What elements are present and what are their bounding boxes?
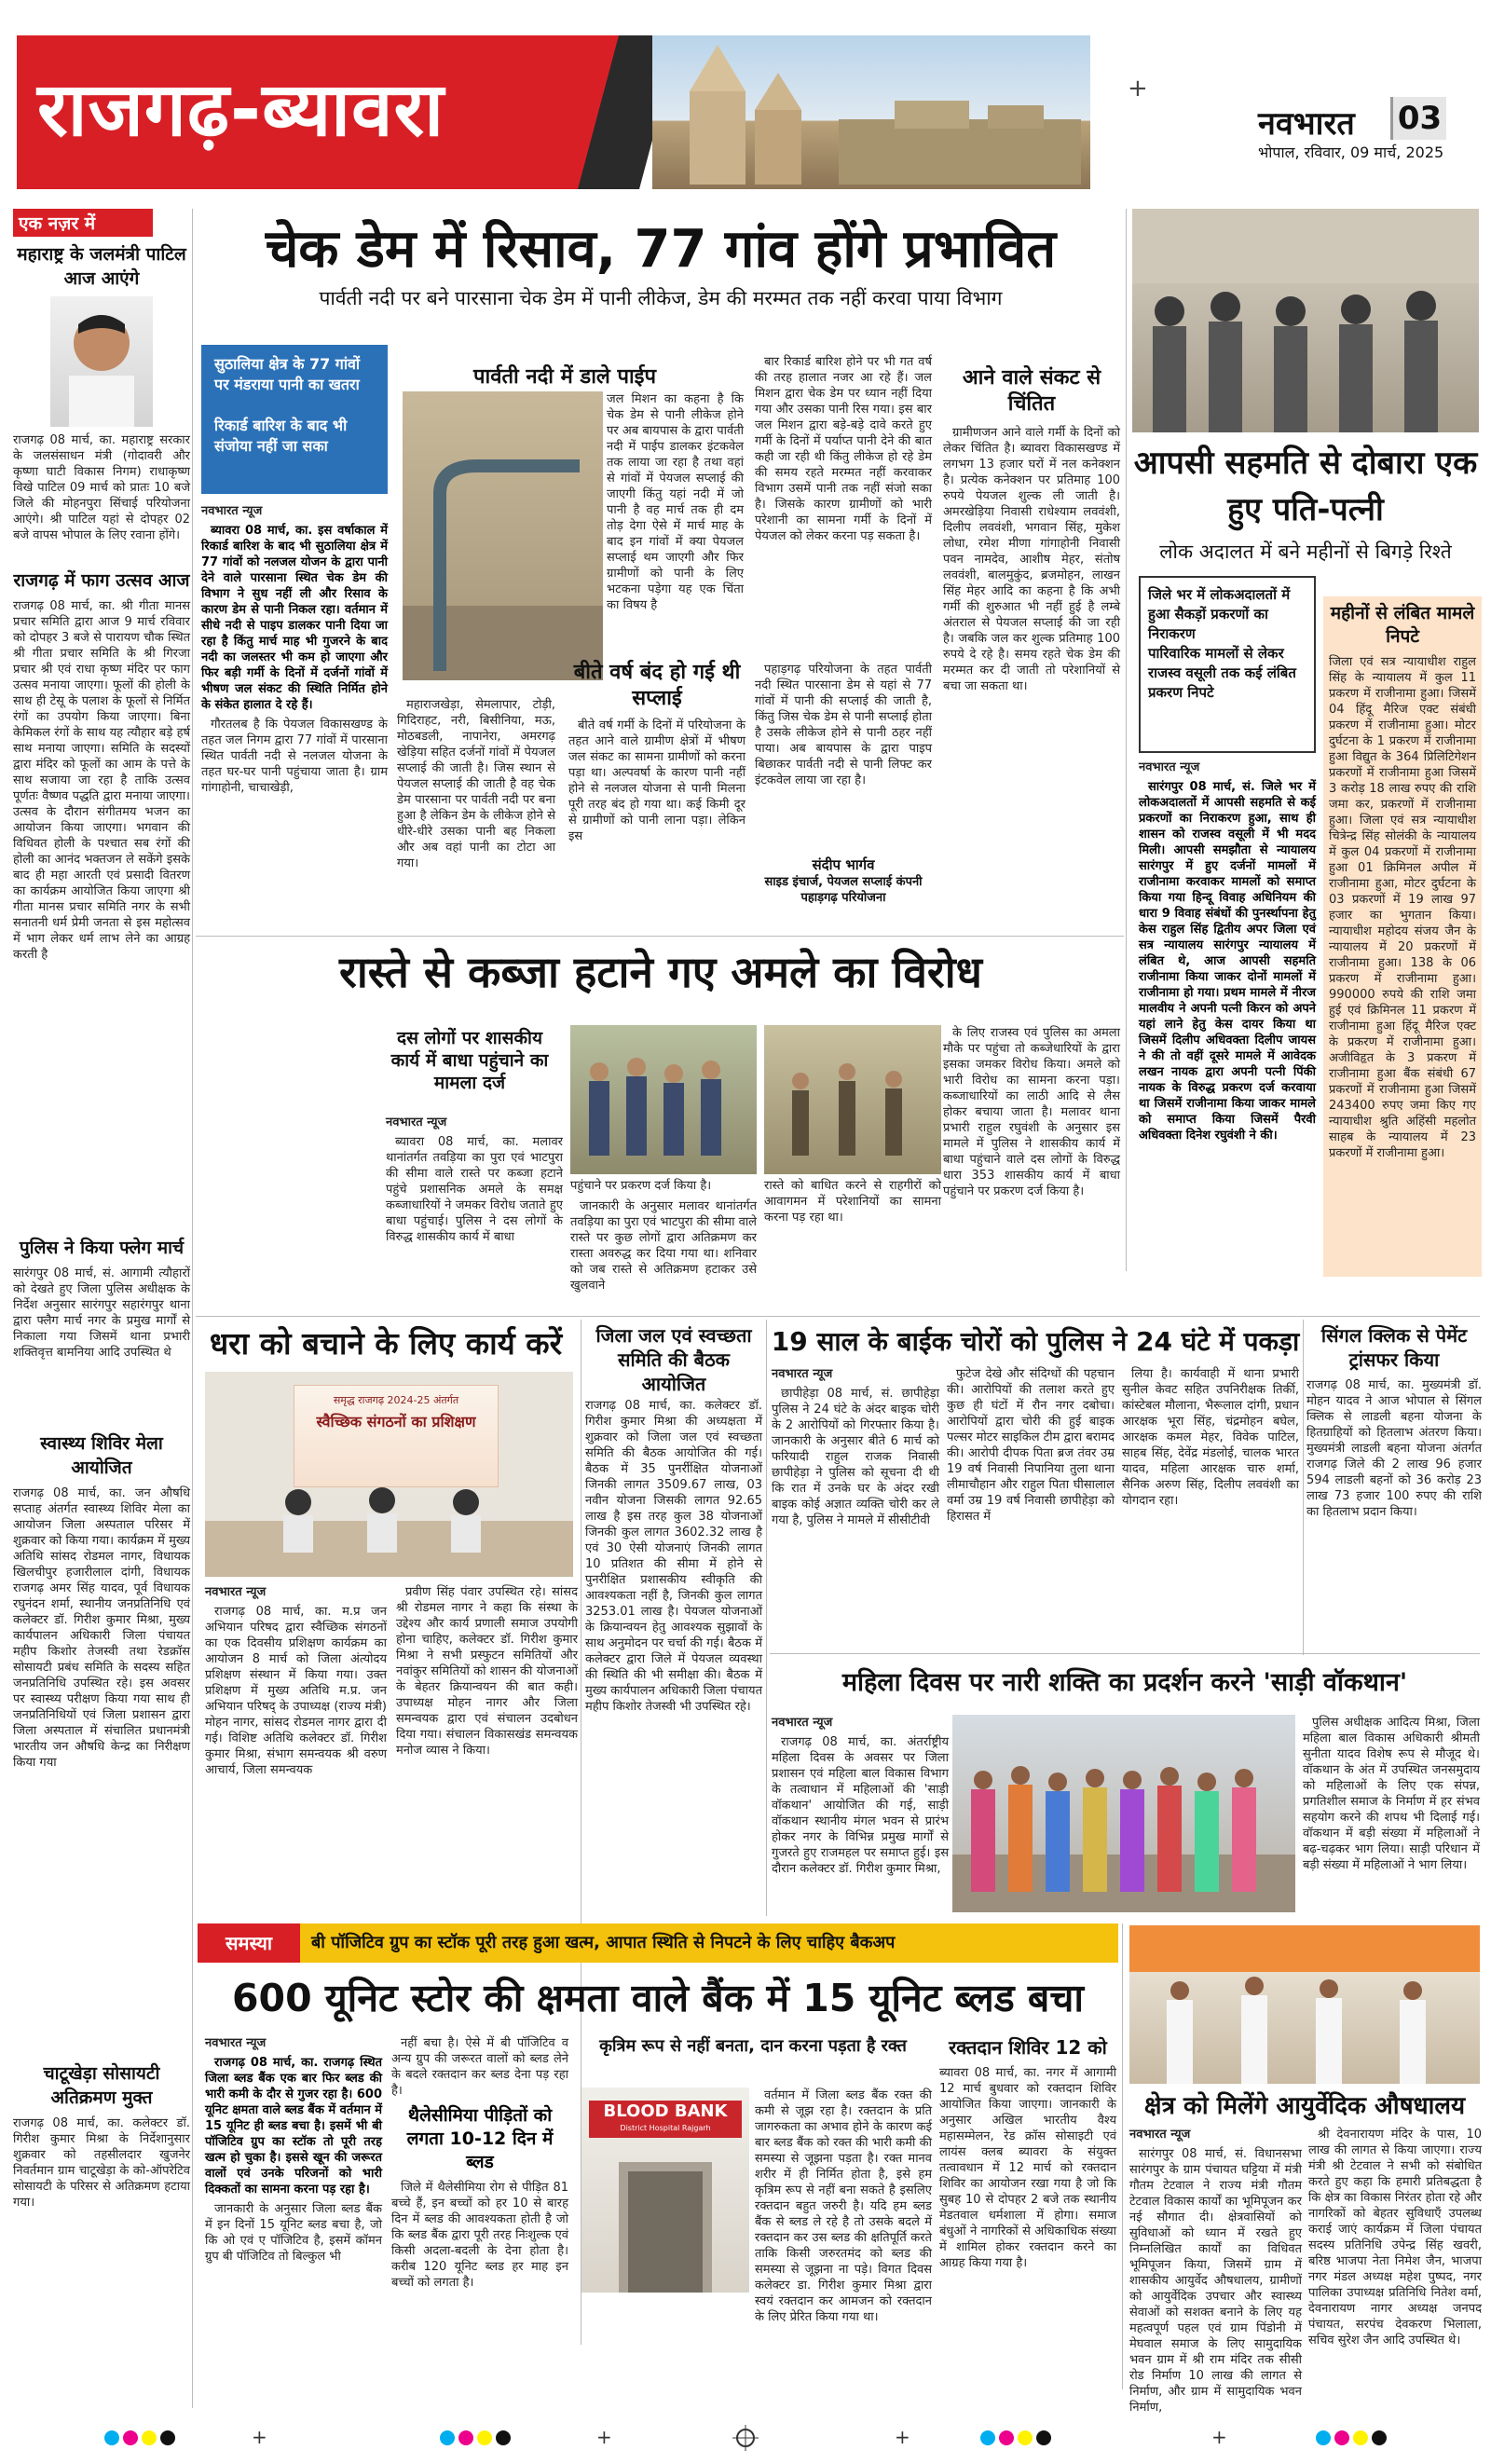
lead-col4b	[755, 662, 932, 839]
road-caption: पहुंचाने पर प्रकरण दर्ज किया है।	[570, 1179, 712, 1193]
blood-col3	[755, 2088, 932, 2330]
ceremony-illustration	[1129, 1925, 1480, 2084]
quote-designation: साइड इंचार्ज, पेयजल सप्लाई कंपनी पहाड़गढ़ परियोजना	[764, 875, 923, 905]
ayur-body-2: श्री देवनारायण मंदिर के पास, 10 लाख की लागत से किया जाएगा। राज्य मंत्री श्री टेटवाल ने सभी को संबोधित करते हुए कहा कि हमारी प्रतिबद्धता है कि क्षेत्र का विकास निरंतर होता रहे और नागरिकों को बेहतर सुविधाएँ उपलब्ध कराई जाएं कार्यक्रम में जिला पंचायत सदस्य प्रतिनिधि उपेन्द्र सिंह खवरी, बरिष्ठ भाजपा नेता निमेश जैन, भाजपा नगर मंडल अध्यक्ष महेश पुष्पद, नगर पालिका उपाध्यक्ष प्रतिनिधि नितेश वर्मा, देवनारायण नागर अध्यक्ष जनपद पंचायत, सरपंच देवकरण भिलाला, सचिव सुरेश जैन आदि उपस्थित थे।	[1308, 2128, 1482, 2348]
blood-col1	[205, 2035, 382, 2389]
blood-body-3: नहीं बचा है। ऐसे में बी पॉजिटिव व अन्य ग्रुप की जरूरत वालों को ब्लड लेने के बदले रक्तदान कर ब्लड देना पड़ रहा है।	[391, 2036, 568, 2098]
column-rule	[1303, 1320, 1304, 1655]
bike-body-3: लिया है। कार्यवाही में थाना प्रभारी सुनील केवट सहित उपनिरीक्षक तिर्की, कांस्टेबल मौलाना, भैरूलाल दांगी, प्रधान आरक्षक भूरा सिंह, चंद्रमोहन बघेल, आरक्षक कमल मेहर, विवेक पाटिल, साहब सिंह, देवेंद्र मंडलोई, चालक भारत यादव, महिला आरक्षक चारु शर्मा, सैनिक अरुण सिंह, दिलीप लववंशी का योगदान रहा।	[1122, 1367, 1299, 1508]
byline: नवभारत न्यूज	[386, 1116, 447, 1129]
column-rule	[192, 209, 193, 2408]
bike-col1	[772, 1366, 939, 1636]
lok-adalat-photo	[1132, 209, 1479, 432]
couple-box	[1139, 576, 1316, 753]
byline: नवभारत न्यूज	[1139, 760, 1200, 774]
section-title: राजगढ़-ब्यावरा	[37, 66, 445, 153]
lead-blue-box	[201, 345, 388, 494]
road-photo-1	[570, 1025, 757, 1174]
earth-col2	[396, 1584, 578, 1920]
page-number: 03	[1390, 97, 1446, 140]
lead-body-4: बीते वर्ष गर्मी के दिनों में परियोजना के तहत आने वाले ग्रामीण क्षेत्रों में भीषण जल संकट का सामना ग्रामीणों को करना पड़ा था। अल्पवर्षा के कारण पानी नहीं होने से नलजल योजना से पानी मिलना पूरी तरह बंद हो गया था। कई किमी दूर से ग्रामीणों को पानी लाना पड़ा। लेकिन इस	[568, 719, 746, 843]
camp-title: रक्तदान शिविर 12 को	[949, 2036, 1107, 2059]
blood-body-5: वर्तमान में जिला ब्लड बैंक रक्त की कमी से जूझ रहा है। रक्तदान के प्रति जागरुकता का अभाव होने के कारण कई बार ब्लड बैंक को रक्त की भारी कमी की समस्या से जूझना पड़ता है। रक्त मानव शरीर में ही निर्मित होता है, इसे हम कृत्रिम रूप से नहीं बना सकते है इसलिए रक्तदान बहुत जरुरी है। यदि हम ब्लड बैंक से ब्लड ले रहे है तो उसके बदले में रक्तदान कर उस ब्लड की क्षतिपूर्ति करते ताकि किसी जरुरतमंद को ब्लड की समस्या से जूझना ना पड़े। विगत दिवस कलेक्टर डा. गिरीश कुमार मिश्रा द्वारा स्वयं रक्तदान कर आमजन को रक्तदान के लिए प्रेरित किया गया था।	[755, 2088, 932, 2324]
left-item-body: राजगढ़ 08 मार्च, का. श्री गीता मानस प्रचार समिति द्वारा आज 9 मार्च रविवार को दोपहर 3 बजे से पारायण चौक स्थित श्री गीता प्रचार समिति के श्री गिरजा प्रचार श्री एवं राधा कृष्ण मंदिर पर फाग उत्सव मनाया जाएगा। फूलों की होली के साथ ही टेसू के पलाश के फूलों से निर्मित रंगों का उपयोग किया जाएगा। बिना केमिकल रंगों के साथ यह त्यौहार बड़े हर्ष साथ मनाया जाएगा। समिति के सदस्यों द्वारा मंदिर को फूलों का आम के पत्ते के साथ सजाया जा रहा है ताकि उत्सव पूर्णतः वैष्णव पद्धति द्वारा मनाया जाएगा। उत्सव के दौरान संगीतमय भजन का आयोजन किया जाएगा। भगवान की विधिवत होली के पश्चात सब रंगों की होली का आनंद भक्तजन ले सकेंगे इसके बाद ही महा आरती एवं प्रसादी वितरण का कार्यक्रम आयोजित किया जाएगा श्री गीता मानस प्रचार समिति नगर के सभी सनातनी धर्म प्रेमी जनता से इस महोत्सव में भाग लेकर धर्म लाभ लेने का आग्रह करती है	[13, 599, 190, 962]
road-headline: रास्ते से कब्जा हटाने गए अमले का विरोध	[339, 947, 982, 997]
lead-body-1: ब्यावरा 08 मार्च, का. इस वर्षाकाल में रिकार्ड बारिश के बाद भी सुठालिया क्षेत्र में 77 गांवों को नलजल योजन के द्वारा पानी देने वाले पारसाना स्थित चेक डेम की विभाग ने सुध नहीं ली और रिसाव के कारण डेम से पानी निकल रहा। वर्तमान में सीधे नदी से पाइप डालकर पानी दिया जा रहा है किंतु मार्च माह भी गुजरने के बाद नदी का जलस्तर भी कम हो जाएगा और फिर बड़ी गर्मी के दिनों में दर्जनों गांवों में भीषण जल संकट की स्थिति निर्मित होने के संकेत हालात दे रहे हैं।	[201, 524, 388, 712]
lead-col5	[943, 425, 1120, 919]
blood-body-4: जिले में थैलेसीमिया रोग से पीड़ित 81 बच्चे हैं, इन बच्चों को हर 10 से बारह दिन में ब्लड की आवश्यकता होती है जो कि ब्लड बैंक द्वारा पूरी तरह निःशुल्क एवं किसी अदला-बदली के देना होता है। करीब 120 यूनिट ब्लड हर माह इन बच्चों को लगता है।	[391, 2181, 568, 2290]
svg-text:+: +	[252, 2426, 267, 2448]
portrait-figure	[50, 296, 153, 427]
road-col2	[570, 1198, 757, 1310]
problem-bar	[198, 1923, 1118, 1963]
earth-body-2: प्रवीण सिंह पंवार उपस्थित रहे। सांसद श्री रोडमल नागर ने कहा कि संस्था के उद्देश्य और कार्य प्रणाली समाज उपयोगी होना चाहिए, कलेक्टर डॉ. गिरीश कुमार मिश्रा ने सभी प्रस्फुटन समितियों और नवांकुर समितियों को शासन की योजनाओं के बेहतर क्रियान्वयन की बात कही। उपाध्यक्ष मोहन नागर और जिला समन्वयक द्वारा एवं संचालन उदबोधन दिया गया। संचालन विकासखंड समन्वयक मनोज व्यास ने किया।	[396, 1585, 578, 1758]
road-body-2: जानकारी के अनुसार मलावर थानांतर्गत तवड़िया का पुरा एवं भाटपुरा की सीमा वाले रास्ते पर कुछ लोगों द्वारा अतिक्रमण कर रास्ता अवरुद्ध कर दिया गया था। शनिवार को जब रास्ते से अतिक्रमण हटाकर उसे खुलवाने	[570, 1199, 757, 1293]
quote-attribution	[755, 856, 932, 906]
left-column	[13, 209, 190, 2408]
crowd-illustration	[570, 1025, 757, 1174]
water-headline: जिला जल एवं स्वच्छता समिति की बैठक आयोजित	[595, 1324, 752, 1395]
lead-sub3-title: आने वाले संकट से चिंतित	[962, 366, 1101, 416]
earth-photo	[205, 1372, 573, 1577]
bike-col2	[947, 1366, 1115, 1636]
lead-body-6: पहाड़गढ़ परियोजना के तहत पार्वती नदी स्थित पारसाना डेम से यहां से 77 गांवों में पानी की सप्लाई की जाती है, किंतु जिस चेक डेम से पानी सप्लाई होता है उसके लीकेज होने से पानी ठहर नहीं पाया। अब बायपास के द्वारा पाइप बिछाकर पार्वती नदी से पानी लिफ्ट कर इंटकवेल लाया जा रहा है।	[755, 663, 932, 787]
lead-body-3: महाराजखेड़ा, सेमलापार, टोड़ी, गिदिराहट, नरी, बिसीनिया, मऊ, मोठबडली, नापानेरा, अमरगढ़ खेड़िया सहित दर्जनों गांवों में पेयजल सप्लाई की जाती है। जिस स्थान से पेयजल सप्लाई की जाती है वह चेक डेम पारसाना पर पार्वती नदी पर बना हुआ है लेकिन डेम के लीकेज होने से धीरे-धीरे उसका पानी बह निकला और अब वहां पानी का टोटा आ गया।	[397, 698, 555, 870]
brand-logo: नवभारत	[1258, 105, 1355, 143]
lead-col2	[397, 697, 555, 921]
left-item-body: राजगढ़ 08 मार्च, का. कलेक्टर डॉ. गिरीश कुमार मिश्रा के निर्देशानुसार शुक्रवार को तहसीलदार खुजनेर निवर्तमान ग्राम चाटूखेड़ा के को-ऑपरेटिव सोसायटी के परिसर से अतिक्रमण हटाया गया।	[13, 2116, 190, 2210]
couple-box-text: जिले भर में लोकअदालतों में हुआ सैकड़ों प्रकरणों का निराकरण पारिवारिक मामलों से लेकर राजस्व वसूली तक कई लंबित प्रकरण निपटे	[1148, 586, 1296, 701]
bike-body-1: छापीहेड़ा 08 मार्च, सं. छापीहेड़ा पुलिस ने 24 घंटे के अंदर बाइक चोरी के 2 आरोपियों को गिरफ्तार किया है। जानकारी के अनुसार बीते 6 मार्च को फरियादी राहुल राजक निवासी छापीहेड़ा ने पुलिस को सूचना दी थी कि रात में उनके घर के अंदर रखी बाइक कोई अज्ञात व्यक्ति चोरी कर ले गया है, पुलिस ने मामले में सीसीटीवी	[772, 1387, 939, 1527]
problem-text: बी पॉजिटिव ग्रुप का स्टॉक पूरी तरह हुआ खत्म, आपात स्थिति से निपटने के लिए चाहिए बैकअप	[311, 1933, 896, 1952]
lead-photo-title: पार्वती नदी में डाले पाईप	[473, 365, 656, 389]
women-headline: महिला दिवस पर नारी शक्ति का प्रदर्शन करने 'साड़ी वॉकथान'	[841, 1668, 1408, 1697]
blood-bank-sign	[589, 2101, 742, 2138]
byline: नवभारत न्यूज	[772, 1367, 833, 1381]
blood-col2	[391, 2035, 568, 2389]
earth-body-1: राजगढ़ 08 मार्च, का. म.प्र जन अभियान परिषद द्वारा स्वैच्छिक संगठनों का एक दिवसीय प्रशिक्षण कार्यक्रम का आयोजन 8 मार्च को जिला अंत्योदय प्रशिक्षण संस्थान में किया गया। उक्त प्रशिक्षण में मुख्य अतिथि म.प्र. जन अभियान परिषद् के उपाध्यक्ष (राज्य मंत्री) मोहन नागर, सांसद रोडमल नागर द्वारा दी गई। विशिष्ट अतिथि कलेक्टर डॉ. गिरीश कुमार मिश्रा, संभाग समन्वयक श्री वरुण आचार्य, जिला समन्वयक	[205, 1605, 387, 1777]
column-rule	[766, 1320, 767, 1916]
lead-body-7: ग्रामीणजन आने वाले गर्मी के दिनों को लेकर चिंतित है। ब्यावरा विकासखण्ड में लगभग 13 हजार घरों में नल कनेक्शन है। प्रत्येक कनेक्शन पर प्रतिमाह 100 रुपये पेयजल शुल्क ली जाती है। अमरखेड़िया निवासी राधेश्याम लववंशी, दिलीप लववंशी, भगवान सिंह, मुकेश लोधा, रमेश मीणा गांगाहोनी निवासी पवन नामदेव, आशीष मेहर, संतोष लववंशी, बालमुकुंद, ब्रजमोहन, लाखन सिंह मेहर आदि का कहना है कि अभी गर्मी की शुरुआत भी नहीं हुई है लम्बे अंतराल से पेयजल सप्लाई की जा रही है। जबकि जल कर शुल्क प्रतिमाह 100 रुपये दे रहे है। समय रहते चेक डेम की मरम्मत कर दी जाती तो परेशानियों से बचा जा सकता था।	[943, 426, 1120, 693]
water-body: राजगढ़ 08 मार्च, का. कलेक्टर डॉ. गिरीश कुमार मिश्रा की अध्यक्षता में शुक्रवार को जिला जल एवं स्वच्छता समिति की बैठक आयोजित की गई। बैठक में 35 पुनर्रीक्षित योजनाओं जिनकी लागत 3509.67 लाख, 03 नवीन योजना जिसकी लागत 92.65 लाख है इस तरह कुल 38 योजनाओं जिनकी कुल लागत 3602.32 लाख है एवं 30 ऐसी योजनाएं जिनकी लागत 10 प्रतिशत की सीमा में होने से पुनरीक्षित प्रशासकीय स्वीकृति की आवश्यकता नहीं है, जिनकी कुल लागत 3253.01 लाख है। पेयजल योजनाओं के क्रियान्वयन हेतु आवश्यक सुझावों के साथ अनुमोदन पर चर्चा की गई। बैठक में कलेक्टर द्वारा जिले में पेयजल व्यवस्था की स्थिति की भी समीक्षा की। बैठक में मुख्य कार्यपालन अधिकारी जिला पंचायत महीप किशोर तेजस्वी भी उपस्थित रहे।	[585, 1399, 762, 1714]
doorway-illustration	[581, 2143, 749, 2293]
couple-headline: आपसी सहमति से दोबारा एक हुए पति-पत्नी	[1133, 445, 1478, 528]
blood-sub2: कृत्रिम रूप से नहीं बनता, दान करना पड़ता है रक्त	[599, 2036, 907, 2056]
banner	[294, 1385, 499, 1487]
road-body-3: के लिए राजस्व एवं पुलिस का अमला मौके पर पहुंचा तो कब्जेधारियों के द्वारा इसका जमकर विरोध किया। अमले को भारी विरोध का सामना करना पड़ा। कब्जाधारियों का लाठी आदि से लैस होकर बचाया जाता है। मलावर थाना प्रभारी राहुल रघुवंशी के अनुसार इस मामले में पुलिस ने शासकीय कार्य में बाधा पहुंचाने वाले दस लोगों के विरुद्ध धारा 353 शासकीय कार्य में बाधा पहुंचाने पर प्रकरण दर्ज किया है।	[943, 1026, 1120, 1198]
ek-nazar-tag: एक नज़र में	[13, 209, 153, 237]
click-body: राजगढ़ 08 मार्च, का. मुख्यमंत्री डॉ. मोहन यादव ने आज भोपाल से सिंगल क्लिक से लाडली बहना योजना के हितग्राहियों को हितलाभ अंतरण किया। मुख्यमंत्री लाडली बहना योजना अंतर्गत राजगढ़ जिले की 2 लाख 96 हजार 594 लाडली बहनों को 36 करोड़ 23 लाख 73 हजार 100 रुपए की राशि का हितलाभ प्रदान किया।	[1306, 1378, 1482, 1519]
section-rule	[196, 936, 1124, 937]
left-item-title: स्वास्थ्य शिविर मेला आयोजित	[40, 1433, 163, 1478]
couple-peach-box	[1323, 596, 1482, 1277]
sign-text: BLOOD BANK	[603, 2101, 728, 2121]
section-rule	[196, 1316, 1480, 1317]
field-illustration	[764, 1025, 941, 1174]
walkathon-illustration	[952, 1715, 1295, 1912]
camp-body: ब्यावरा 08 मार्च, का. नगर में आगामी 12 मार्च बुधवार को रक्तदान शिविर आयोजित किया जाएगा। जानकारी के अनुसार अखिल भारतीय वैश्य महासम्मेलन, रेड क्रॉस सोसाइटी एवं लायंस क्लब ब्यावरा के संयुक्त तत्वावधान में 12 मार्च को रक्तदान शिविर का आयोजन रखा गया है जो कि सुबह 10 से दोपहर 2 बजे तक स्थानीय मेडतवाल धर्मशाला में होगा। समाज बंधुओं ने नागरिकों से अधिकाधिक संख्या में शामिल होकर रक्तदान करने का आग्रह किया गया है।	[939, 2066, 1116, 2270]
road-photo-2	[764, 1025, 941, 1174]
women-body-2: पुलिस अधीक्षक आदित्य मिश्रा, जिला महिला बाल विकास अधिकारी श्रीमती सुनीता यादव विशेष रूप से मौजूद थे। वॉकथान के अंत में उपस्थित जनसमुदाय को महिलाओं के लिए एक संपन्न, प्रगतिशील समाज के निर्माण में हर संभव सहयोग करने की शपथ भी दिलाई गई। वॉकथान में बड़ी संख्या में महिलाओं ने बढ़-चढ़कर भाग लिया। साड़ी परिधान में बड़ी संख्या में महिलाओं ने भाग लिया।	[1303, 1716, 1480, 1872]
banner-line-1: समृद्ध राजगढ़ 2024-25 अंतर्गत	[333, 1394, 459, 1406]
lead-col3	[568, 718, 746, 923]
section-rule	[770, 1653, 1480, 1654]
sign-subtext: District Hospital Rajgarh	[620, 2124, 711, 2132]
bike-body-2: फुटेज देखे और संदिग्धों की पहचान की। आरोपियों की तलाश करते हुए कुछ ही घंटों में रौन नगर दबोचा। आरोपियों द्वारा चोरी की हुई बाइक पल्सर मोटर साइकिल टीम द्वारा बरामद की। आरोपी दीपक पिता ब्रज तंवर उम्र 19 वर्ष निवासी निपानिया तुला थाना लीमाचौहान और राहुल पिता घीसालाल वर्मा उम्र 19 वर्ष निवासी छापीहेड़ा को हिरासत में	[947, 1367, 1115, 1524]
blood-bank-photo	[581, 2088, 749, 2293]
left-item-body: राजगढ़ 08 मार्च, का. महाराष्ट्र सरकार के जलसंसाधन मंत्री (गोदावरी और कृष्णा घाटी विकास निगम) राधाकृष्ण विखे पाटिल 09 मार्च को प्रातः 10 बजे जिले की मोहनपुरा सिंचाई परियोजना आएंगे। श्री पाटिल यहां से दोपहर 02 बजे वापस भोपाल के लिए रवाना होंगे।	[13, 433, 190, 542]
masthead	[0, 0, 1491, 191]
svg-text:+: +	[596, 2426, 612, 2448]
ayur-col1	[1129, 2127, 1302, 2415]
banner-line-2: स्वैच्छिक संगठनों का प्रशिक्षण	[316, 1413, 476, 1430]
left-item-title: राजगढ़ में फाग उत्सव आज	[13, 570, 190, 591]
road-sub: दस लोगों पर शासकीय कार्य में बाधा पहुंचाने का मामला दर्ज	[390, 1028, 549, 1093]
svg-text:+: +	[1211, 2426, 1227, 2448]
road-body-1: ब्यावरा 08 मार्च, का. मलावर थानांतर्गत तवड़िया का पुरा एवं भाटपुरा की सीमा वाले रास्ते पर कब्जा हटाने पहुंचे प्रशासनिक अमले के समक्ष कब्जाधारियों ने जमकर विरोध जताते हुए बाधा पहुंचाई। पुलिस ने दस लोगों के विरुद्ध शासकीय कार्य में बाधा	[386, 1135, 563, 1244]
column-rule	[1126, 209, 1127, 1271]
svg-text:+: +	[895, 2426, 910, 2448]
blood-headline: 600 यूनिट स्टोर की क्षमता वाले बैंक में 15 यूनिट ब्लड बचा	[232, 1976, 1084, 2020]
pipe-photo-caption: जल मिशन का कहना है कि चेक डेम से पानी लीकेज होने पर अब बायपास के द्वारा पार्वती नदी में पाईप डालकर इंटकवेल तक लाया जा रहा है तथा वहां से गांवों में पेयजल सप्लाई की जाएगी किंतु यहां नदी में जो पानी है वह मार्च तक ही दम तोड़ देगा ऐसे में मार्च माह के बाद इन गांवों में क्या पेयजल सप्लाई थम जाएगी और फिर ग्रामीणों को पानी के लिए भटकना पड़ेगा यह एक चिंता का विषय है	[607, 392, 744, 612]
women-col1	[772, 1715, 949, 1920]
peach-title: महीनों से लंबित मामले निपटे	[1330, 603, 1475, 647]
earth-col1	[205, 1584, 387, 1920]
registration-marks	[0, 2419, 1491, 2457]
byline: नवभारत न्यूज	[205, 2036, 267, 2050]
click-headline: सिंगल क्लिक से पेमेंट ट्रांसफर किया	[1320, 1324, 1468, 1371]
left-item-body: राजगढ़ 08 मार्च, का. जन औषधि सप्ताह अंतर्गत स्वास्थ्य शिविर मेला का आयोजन जिला अस्पताल परिसर में शुक्रवार को किया गया। कार्यक्रम में मुख्य अतिथि सांसद रोडमल नागर, विधायक खिलचीपुर हजारीलाल दांगी, विधायक राजगढ़ अमर सिंह यादव, पूर्व विधायक रघुनंदन शर्मा, स्थानीय जनप्रतिनिधि एवं कलेक्टर डॉ. गिरीश कुमार मिश्रा, मुख्य कार्यपालन अधिकारी जिला पंचायत महीप किशोर तेजस्वी तथा रेडक्रॉस सोसायटी प्रबंध समिति के सदस्य सहित जनप्रतिनिधि उपस्थित रहे। इस अवसर पर स्वास्थ्य परीक्षण किया गया साथ ही जनप्रतिनिधियों एवं जिला प्रशासन द्वारा जिला अस्पताल में संचालित प्रधानमंत्री भारतीय जन औषधि केन्द्र का निरीक्षण किया गया	[13, 1486, 190, 1770]
women-col2	[1303, 1715, 1480, 1920]
road-caption-2: रास्ते को बाधित करने से राहगीरों को आवागमन में परेशानियों का सामना करना पड़ रहा था।	[764, 1179, 941, 1225]
left-item-title: चाटूखेड़ा सोसायटी अतिक्रमण मुक्त	[43, 2063, 160, 2108]
blood-body-1: राजगढ़ 08 मार्च, का. राजगढ़ स्थित जिला ब्लड बैंक एक बार फिर ब्लड की भारी कमी के दौर से गुजर रहा है। 600 यूनिट क्षमता वाले ब्लड बैंक में वर्तमान में 15 यूनिट ही ब्लड बचा है। इसमें भी बी पॉजिटिव ग्रुप का स्टॉक तो पूरी तरह खत्म हो चुका है। इससे खून की जरूरत वालों एवं उनके परिजनों को भारी दिक्कतों का सामना करना पड़ रहा है।	[205, 2056, 382, 2197]
bike-headline: 19 साल के बाईक चोरों को पुलिस ने 24 घंटे में पकड़ा	[771, 1326, 1300, 1357]
problem-tag: समस्या	[198, 1923, 300, 1963]
ayur-col2	[1308, 2127, 1482, 2397]
couple-body-col	[1139, 760, 1316, 1263]
temple-illustration	[652, 35, 1090, 189]
ayur-headline: क्षेत्र को मिलेंगे आयुर्वेदिक औषधालय	[1143, 2092, 1466, 2120]
byline: नवभारत न्यूज	[1129, 2128, 1191, 2142]
walkathon-photo	[952, 1715, 1295, 1912]
registration-mark: +	[1128, 75, 1148, 103]
lead-col1	[201, 503, 388, 904]
women-body-1: राजगढ़ 08 मार्च, का. अंतर्राष्ट्रीय महिला दिवस के अवसर पर जिला प्रशासन एवं महिला बाल विकास विभाग के तत्वाधान में महिलाओं की 'साड़ी वॉकथान' आयोजित की गई, साड़ी वॉकथान स्थानीय मंगल भवन से प्रारंभ होकर नगर के विभिन्न प्रमुख मार्गों से गुजरते हुए राजमहल पर समाप्त हुई। इस दौरान कलेक्टर डॉ. गिरीश कुमार मिश्रा,	[772, 1735, 949, 1876]
ayur-body-1: सारंगपुर 08 मार्च, सं. विधानसभा सारंगपुर के ग्राम पंचायत घट्टिया में मंत्री गौतम टेटवाल ने राज्य मंत्री गौतम टेटवाल विकास कार्यों का भूमिपूजन कर नई सौगात दी। क्षेत्रवासियों को सुविधाओं को ध्यान में रखते हुए निम्नलिखित कार्यों का विधिवत भूमिपूजन किया, जिसमें ग्राम में शासकीय आयुर्वेद औषधालय, ग्रामीणों को आयुर्वेदिक उपचार और स्वास्थ्य सेवाओं को सशक्त बनाने के लिए यह महत्वपूर्ण पहल एवं ग्राम पिंडोनी में मेघवाल समाज के लिए सामुदायिक भवन ग्राम में श्री राम मंदिर तक सीसी रोड निर्माण 10 लाख की लागत से निर्माण, और ग्राम में सामुदायिक भवन निर्माण,	[1129, 2147, 1302, 2415]
minister-portrait	[50, 296, 153, 427]
road-col3	[943, 1025, 1120, 1305]
left-item-title: महाराष्ट्र के जलमंत्री पाटिल आज आएंगे	[17, 244, 186, 289]
lead-subhead: पार्वती नदी पर बने पारसाना चेक डेम में पानी लीकेज, डेम की मरम्मत तक नहीं करवा पाया विभाग	[319, 287, 1003, 309]
blue-box-text: सुठालिया क्षेत्र के 77 गांवों पर मंडराया पानी का खतरा रिकार्ड बारिश के बाद भी संजोया नहीं जा सका	[214, 355, 361, 455]
group-illustration	[1132, 209, 1479, 432]
byline: नवभारत न्यूज	[201, 504, 263, 518]
left-item-title: पुलिस ने किया फ्लेग मार्च	[19, 1238, 185, 1258]
dais-illustration	[205, 1484, 573, 1577]
byline: नवभारत न्यूज	[205, 1585, 267, 1599]
bike-col3	[1122, 1366, 1299, 1636]
lead-col4	[755, 354, 932, 652]
blood-body-2: जानकारी के अनुसार जिला ब्लड बैंक में इन दिनों 15 यूनिट ब्लड बचा है, जो कि ओ एवं ए पॉजिटिव है, इसमें कॉमन ग्रुप बी पॉजिटिव तो बिल्कुल भी	[205, 2202, 382, 2264]
left-item-body: सारंगपुर 08 मार्च, सं. आगामी त्यौहारों को देखते हुए जिला पुलिस अधीक्षक के निर्देश अनुसार सारंगपुर सहारंगपुर थाना द्वारा फ्लैग मार्च नगर के प्रमुख मार्गों से निकाला गया जिसमें थाना प्रभारी शक्तिवृत्त बामनिया आदि उपस्थित थे	[13, 1266, 190, 1360]
temple-photo	[652, 35, 1090, 189]
column-rule	[1122, 1923, 1123, 2389]
earth-headline: धरा को बचाने के लिए कार्य करें	[209, 1325, 563, 1362]
issue-dateline: भोपाल, रविवार, 09 मार्च, 2025	[1258, 144, 1444, 161]
lead-headline: चेक डेम में रिसाव, 77 गांव होंगे प्रभावित	[265, 219, 1057, 280]
byline: नवभारत न्यूज	[772, 1716, 833, 1730]
quote-name: संदीप भार्गव	[812, 856, 875, 873]
lead-sub2-title: बीते वर्ष बंद हो गई थी सप्लाई	[573, 661, 741, 710]
print-color-bar	[0, 2419, 1491, 2457]
couple-body: सारंगपुर 08 मार्च, सं. जिले भर में लोकअदालतों में आपसी सहमति से कई प्रकरणों का निराकरण हुआ, साथ ही शासन को राजस्व वसूली में भी मदद मिली। आपसी समझौता से न्यायालय सारंगपुर में हुए दर्जनों मामलों में राजीनामा करवाकर मामलों को समाप्त किया गया हिन्दू विवाह अधिनियम की धारा 9 विवाह संबंधों की पुनर्स्थापना हेतु केस राहुल सिंह द्वितीय अपर जिला एवं सत्र न्यायालय सारंगपुर न्यायालय में लंबित थे, आज आपसी सहमति राजीनामा किया जाकर दोनों मामलों में राजीनामा हो गया। प्रथम मामले में नीरज मालवीय ने अपनी पत्नी किरन को अपने यहां लाने हेतु केस दायर किया था जिसमें दिलीप अधिवक्ता दिलीप जायस ने की तो वहीं दूसरे मामले में आवेदक लखन नायक द्वारा अपनी पत्नी पिंकी नायक के विरुद्ध प्रकरण दर्ज करवाया था जिसमें राजीनामा किया जाकर मामले को समाप्त किया जिसमें पैरवी अधिवक्ता दिनेश रघुवंशी ने की।	[1139, 780, 1316, 1143]
ayurveda-photo	[1129, 1925, 1480, 2084]
couple-subhead: लोक अदालत में बने महीनों से बिगड़े रिश्ते	[1159, 541, 1452, 563]
thalassemia-sub: थैलेसीमिया पीड़ितों को लगता 10-12 दिन में ब्लड	[406, 2105, 554, 2172]
road-col1	[386, 1115, 563, 1310]
peach-body: जिला एवं सत्र न्यायाधीश राहुल सिंह के न्यायालय में कुल 11 प्रकरण में राजीनामा हुआ। जिसमें 04 हिंदू मैरिज एक्ट संबंधी प्रकरण में राजीनामा हुआ। मोटर दुर्घटना के 1 प्रकरण में राजीनामा हुआ विद्युत के 364 प्रिलिटिगेशन प्रकरणों में राजीनामा हुआ जिसमें 3 करोड़ 18 लाख रुपए की राशि जमा कर, प्रकरणों में राजीनामा हुआ। जिला एवं सत्र न्यायाधीश चित्रेन्द्र सिंह सोलंकी के न्यायालय में कुल 04 प्रकरणों में राजीनामा हुआ 01 क्रिमिनल अपील में राजीनामा हुआ, मोटर दुर्घटना के 03 प्रकरणों में 19 लाख 97 हजार का भुगतान किया। न्यायाधीश महोदय संजय जैन के न्यायालय में 20 प्रकरणों में राजीनामा हुआ। 138 के 06 प्रकरण में राजीनामा हुआ। 990000 रुपये की राशि जमा हुई एवं क्रिमिनल 11 प्रकरण में राजीनामा हुआ हिंदू मैरिज एक्ट के प्रकरण में राजीनामा हुआ। अजीविहृत के 3 प्रकरण में राजीनामा हुआ बैंक संबंधी 67 प्रकरणों में राजीनामा हुआ जिसमें 243400 रुपए जमा किए गए न्यायाधीश श्रुति अहिंसी महलोत साहब के न्यायालय में 23 प्रकरणों में राजीनामा हुआ।	[1329, 655, 1476, 1160]
lead-body-5: बार रिकार्ड बारिश होने पर भी गत वर्ष की तरह हालात नजर आ रहे हैं। जल मिशन द्वारा चेक डेम पर ध्यान नहीं दिया गया और उसका पानी रिस गया। इस बार जल मिशन द्वारा बड़े-बड़े दावे करते हुए गर्मी के दिनों में पर्याप्त पानी देने की बात कही जा रही थी किंतु लीकेज हो रहे डेम की समय रहते मरम्मत नहीं करवाकर विभाग उसमें पानी तक नहीं संजो सका है। जिसके कारण ग्रामीणों को भारी परेशानी का सामना गर्मी के दिनों में पेयजल को लेकर करना पड़ सकता है।	[755, 355, 932, 543]
lead-body-2: गौरतलब है कि पेयजल विकासखण्ड के तहत जल निगम द्वारा 77 गांवों में पारसाना स्थित पार्वती नदी से नलजल योजना के तहत घर-घर पानी पहुंचाया जाता है। ग्राम गांगाहोनी, चाचाखेड़ी,	[201, 718, 388, 795]
